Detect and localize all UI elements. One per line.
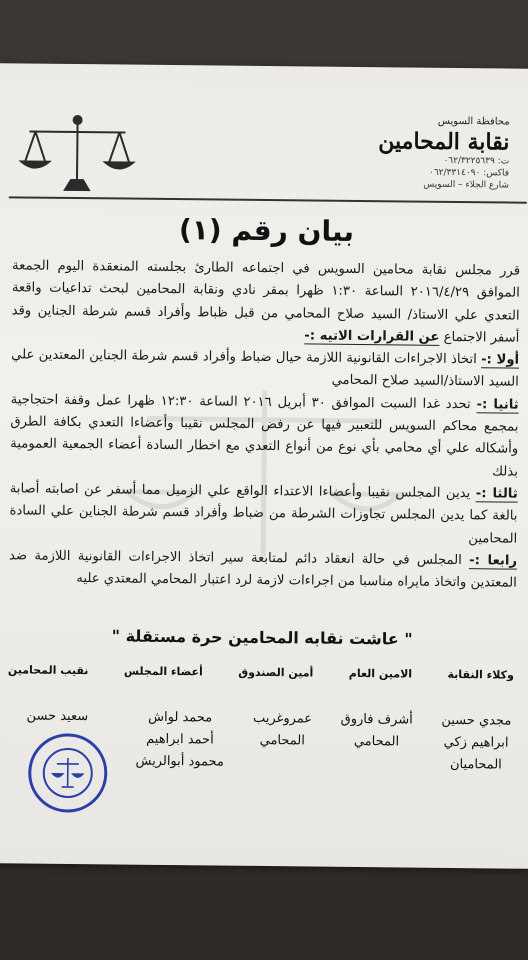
telephone: ت: ٠٦٢/٣٢٢٥٦٣٩ bbox=[443, 155, 510, 167]
secretary-title: المحامي bbox=[353, 733, 400, 750]
letterhead bbox=[249, 114, 510, 192]
heading-deputies: وكلاء النقابة bbox=[447, 667, 514, 682]
member-name: محمود أبوالريش bbox=[135, 753, 225, 770]
document-page bbox=[0, 63, 528, 869]
decision-4 bbox=[9, 545, 517, 595]
intro-paragraph bbox=[11, 255, 520, 350]
decision-2-label: ثانيا :- bbox=[476, 397, 519, 413]
head-name: سعيد حسن bbox=[26, 708, 89, 725]
syndicate-stamp-icon bbox=[26, 732, 109, 815]
deputy-name: ابراهيم زكي bbox=[443, 734, 509, 751]
heading-secretary: الامين العام bbox=[348, 666, 413, 681]
members-names bbox=[135, 707, 224, 774]
treasurer-title: المحامي bbox=[259, 732, 305, 749]
statement-title: بيان رقم (١) bbox=[178, 213, 355, 248]
decision-4-text: المجلس في حالة انعقاد دائم لمتابعة سير اتخاذ الاجراءات القانونية اللازمة ضد المعتدين واتخاذ مايراه مناسبا من اجراءات لازمة لرد اعتبار المحامي المعتدي عليه bbox=[8, 548, 517, 591]
decision-1-text: اتخاذ الاجراءات القانونية اللازمة حيال ضباط وأفراد قسم شرطة الجناين المعتدين علي السيد الاستاذ/السيد صلاح المحامي bbox=[11, 347, 519, 391]
decision-3-label: ثالثا :- bbox=[475, 486, 518, 502]
decision-3-text: يدين المجلس نقيبا وأعضاءا الاعتداء الواقع علي الزميل مما أسفر عن اصابته أصابة بالغة كما يدين المجلس تجاوزات الشرطة من ضباط وأفراد قسم شرطة الجناين علي السادة المحامين bbox=[9, 481, 518, 547]
secretary-names bbox=[340, 709, 413, 776]
intro-text: قرر مجلس نقابة محامين السويس في اجتماعه الطارئ بجلسته المنعقدة اليوم الجمعة الموافق ٢٠١٦/٤/٢٩ الساعة ١:٣٠ ظهرا بمقر نادي ونقابة المحامين لبحث تداعيات واقعة التعدي علي الاستاذ/ السيد صلاح المحامي من قبل ظباط وأفراد قسم شرطة الجناين وقد أسفر الاجتماع bbox=[11, 258, 521, 346]
member-name: أحمد ابراهيم bbox=[146, 731, 214, 748]
deputy-name: مجدي حسين bbox=[441, 712, 512, 729]
heading-head: نقيب المحامين bbox=[7, 663, 89, 678]
heading-members: أعضاء المجلس bbox=[123, 664, 203, 679]
heading-treasurer: أمين الصندوق bbox=[238, 665, 314, 680]
address: شارع الجلاء – السويس bbox=[423, 179, 510, 191]
decision-1-label: أولا :- bbox=[481, 352, 520, 368]
fax: فاكس: ٠٦٢/٣٣١٤٠٩٠ bbox=[428, 167, 510, 179]
syndicate-name: نقابة المحامين bbox=[378, 128, 510, 156]
deputies-names bbox=[441, 710, 512, 777]
decision-1 bbox=[11, 345, 519, 395]
decision-4-label: رابعا :- bbox=[469, 553, 518, 569]
treasurer-name: عمروغريب bbox=[252, 710, 313, 727]
signature-headings bbox=[8, 663, 514, 681]
secretary-name: أشرف فاروق bbox=[340, 711, 413, 728]
member-name: محمد لواش bbox=[148, 709, 213, 726]
decision-2 bbox=[10, 389, 519, 484]
governorate: محافظة السويس bbox=[437, 115, 510, 128]
statement-body bbox=[9, 255, 520, 595]
treasurer-names bbox=[252, 708, 312, 775]
decisions-heading: عن القرارات الاتيه :- bbox=[304, 328, 440, 345]
deputy-title: المحاميان bbox=[449, 756, 502, 773]
scales-of-justice-logo bbox=[17, 109, 138, 200]
decision-3 bbox=[9, 478, 518, 550]
decision-2-text: تحدد غدا السبت الموافق ٣٠ أبريل ٢٠١٦ الساعة ١٢:٣٠ ظهرا عمل وقفة احتجاجية بمجمع محاكم السويس للتعبير فيها عن رفض المجلس نقيبا وأعضاءا التعدي بكافة الطرق وأشكاله علي أي محامي بأي نوع من أنواع التعدي مع اخطار السادة أعضاء الجمعية العمومية بذلك bbox=[10, 392, 519, 480]
background-bottom bbox=[0, 860, 528, 960]
closing-slogan: " عاشت نقابه المحامين حرة مستقلة " bbox=[111, 626, 413, 649]
